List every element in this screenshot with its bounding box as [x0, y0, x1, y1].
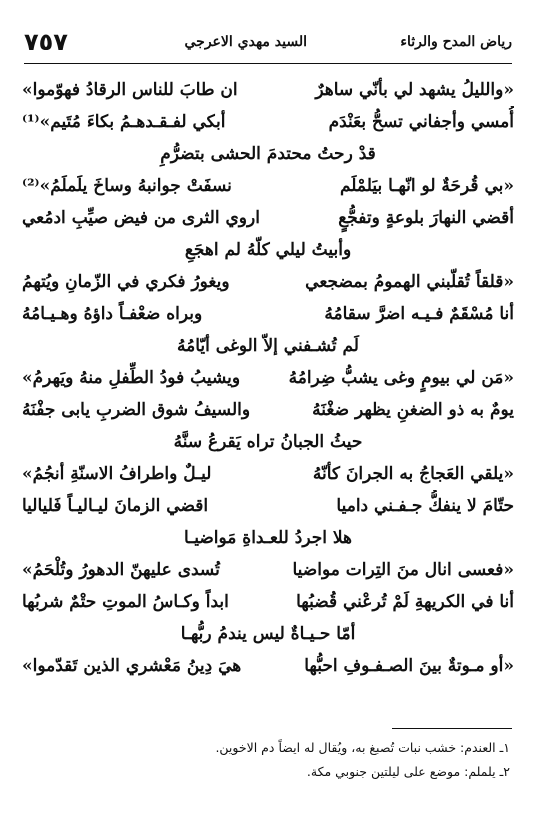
footnote-rule	[392, 728, 512, 729]
verse-line	[22, 618, 514, 650]
verse-line	[22, 106, 514, 138]
verse-line	[22, 74, 514, 106]
verse-center-line: حيثُ الجبانُ تراه يَقرعُ سنَّهُ	[173, 432, 363, 452]
verse-second-hemistich: أبكي لفـقـدهـمُ بكاءَ مُتَيم»⁽¹⁾	[22, 112, 226, 132]
verse-line	[22, 522, 514, 554]
verse-line	[22, 458, 514, 490]
verse-line	[22, 394, 514, 426]
verse-second-hemistich: ان طابَ للناس الرقادُ فهوّموا»	[22, 80, 238, 100]
verse-second-hemistich: اروي الثرى من فيض صيِّبِ ادمُعي	[22, 208, 260, 228]
verse-second-hemistich: والسيفُ شوق الضربِ يابى جفْنَهُ	[22, 400, 251, 420]
verse-line	[22, 138, 514, 170]
verse-second-hemistich: هيَ دِينُ مَعْشري الذين تَقدّموا»	[22, 656, 242, 676]
book-title: رياض المدح والرثاء	[400, 34, 512, 50]
verse-second-hemistich: ابداً وكـاسُ الموتِ حتْمٌ شربُها	[22, 592, 229, 612]
verse-center-line: قدْ رحتُ محتدمَ الحشى بتضرُّمِ	[160, 144, 376, 164]
verse-first-hemistich: أنا مُسْقَمٌ فـيـه اضرَّ سقامُهُ	[324, 304, 514, 324]
verse-line	[22, 298, 514, 330]
verse-first-hemistich: «مَن لي بيومٍ وغى يشبُّ ضِرامُهُ	[288, 368, 514, 388]
verse-first-hemistich: أقضي النهارَ بلوعةٍ وتفجُّعٍ	[338, 208, 514, 228]
verse-first-hemistich: «بي قُرحَةٌ لو انّهـا بيَلمْلَم	[339, 176, 514, 196]
verse-second-hemistich: نسفَتْ جوانبهُ وساخَ يلَملَمُ»⁽²⁾	[22, 176, 232, 196]
verse-second-hemistich: ليـلٌ واطرافُ الاسنّةِ أنجُمُ»	[22, 464, 212, 484]
verse-line	[22, 426, 514, 458]
verse-line	[22, 490, 514, 522]
footnotes	[26, 736, 510, 784]
verse-line	[22, 330, 514, 362]
header-rule	[24, 63, 512, 64]
verse-first-hemistich: «فعسى انال منَ التِرات مواضيا	[292, 560, 514, 580]
footnote: ٢ـ يلملم: موضع على ليلتين جنوبي مكة.	[306, 764, 510, 779]
verse-center-line: أمّا حـيـاةٌ ليس يندمُ ربُّهـا	[180, 624, 356, 644]
verse-line	[22, 170, 514, 202]
verse-first-hemistich: «يلقي العَجاجُ به الجرانَ كأنّهُ	[312, 464, 514, 484]
verse-line	[22, 202, 514, 234]
verse-second-hemistich: تُسدى عليهنّ الدهورُ وتُلْحَمُ»	[22, 560, 220, 580]
verse-center-line: هلا اجردُ للعـداةِ مَواضيـا	[184, 528, 352, 548]
verse-second-hemistich: وبراه ضعْفـاً داؤهُ وهـيـامُهُ	[22, 304, 203, 324]
verse-line	[22, 586, 514, 618]
verse-first-hemistich: «أو مـوتةٌ بينَ الصـفـوفِ احبُّها	[304, 656, 514, 676]
verse-first-hemistich: أُمسي وأجفاني تسحُّ بعَنْدَم	[328, 112, 514, 132]
verse-line	[22, 362, 514, 394]
verse-first-hemistich: يومٌ به ذو الضغنِ يظهر ضغْنَهُ	[312, 400, 514, 420]
verse-first-hemistich: أنا في الكريهةِ لَمْ تُرعْني قُضبُها	[296, 592, 514, 612]
verse-second-hemistich: ويشيبُ فودُ الطِّفلِ منهُ ويَهرمُ»	[22, 368, 241, 388]
verse-second-hemistich: ويغورُ فكري في الزّمانِ ويُتهمُ	[22, 272, 230, 292]
verse-first-hemistich: حتّامَ لا ينفكُّ جـفـني داميا	[336, 496, 514, 516]
footnote: ١ـ العندم: خشب نبات تُصبغ به، ويُقال له ايضاً دم الاخوين.	[215, 740, 510, 755]
verse-line	[22, 650, 514, 682]
verse-line	[22, 554, 514, 586]
verse-center-line: لَم تُشـفني إلاّ الوغى أيّامُهُ	[177, 336, 359, 356]
author-name: السيد مهدي الاعرجي	[184, 34, 307, 50]
verse-first-hemistich: «والليلُ يشهد لي بأنّي ساهرٌ	[315, 80, 514, 100]
verse-first-hemistich: «قلقاً تُقلّبني الهمومُ بمضجعي	[305, 272, 514, 292]
page-number: ٧٥٧	[24, 28, 68, 56]
page-header	[24, 30, 512, 60]
verse-center-line: وأبيتُ ليلي كلّهُ لم اهجَعِ	[184, 240, 352, 260]
verse-line	[22, 266, 514, 298]
poem-verses	[22, 74, 514, 682]
verse-second-hemistich: اقضي الزمانَ ليـاليـاً فَلياليا	[22, 496, 209, 516]
verse-line	[22, 234, 514, 266]
